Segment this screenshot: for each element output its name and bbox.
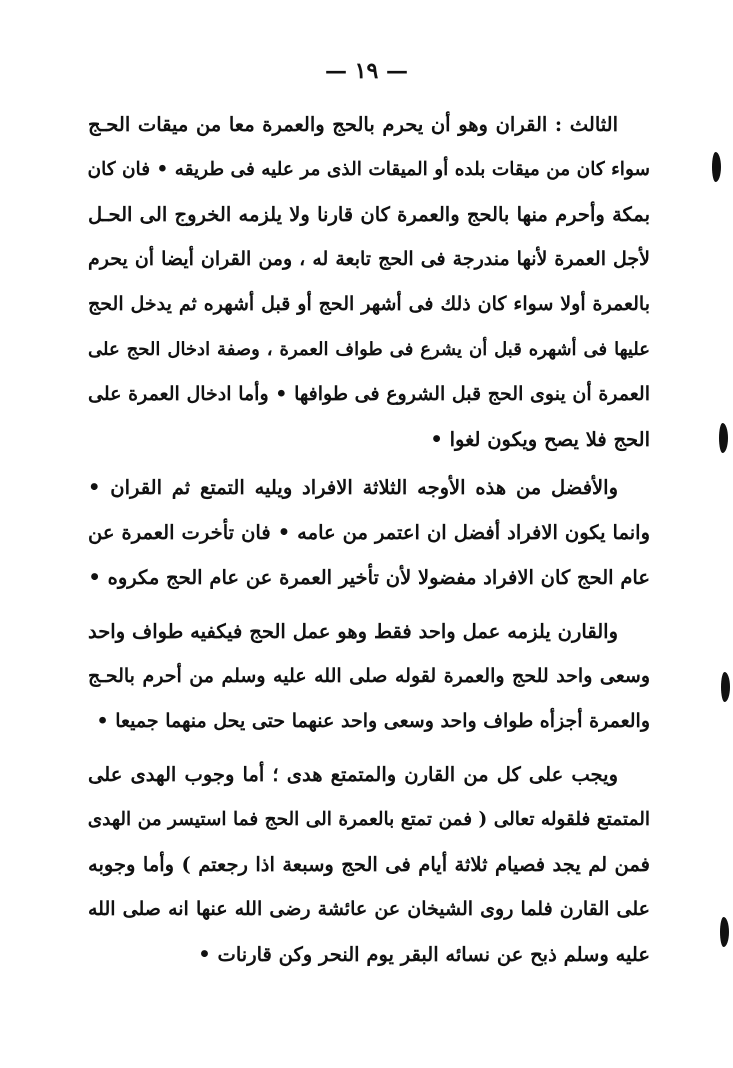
paragraph-qiran-definition (88, 102, 650, 462)
text-line: لأجل العمرة لأنها مندرجة فى الحج تابعة له ، ومن القران أيضا أن يحرم (88, 248, 650, 270)
text-line: المتمتع فلقوله تعالى ( فمن تمتع بالعمرة الى الحج فما استيسر من الهدى (88, 809, 650, 830)
text-line: ويجب على كل من القارن والمتمتع هدى ؛ أما وجوب الهدى على (88, 763, 618, 786)
text-line: بالعمرة أولا سواء كان ذلك فى أشهر الحج أو قبل أشهره ثم يدخل الحج (88, 293, 650, 315)
text-line: الحج فلا يصح ويكون لغوا • (430, 428, 650, 451)
binding-hole-mark (721, 672, 730, 702)
page-number: — ١٩ — (325, 58, 408, 84)
paragraph-preference-of-ifrad (88, 465, 650, 600)
text-line: سواء كان من ميقات بلده أو الميقات الذى مر عليه فى طريقه • فان كان (88, 159, 650, 180)
text-line: عليها فى أشهره قبل أن يشرع فى طواف العمرة ، وصفة ادخال الحج على (88, 339, 650, 360)
text-line: الثالث : القران وهو أن يحرم بالحج والعمرة معا من ميقات الحـج (88, 113, 618, 136)
paragraph-hady-obligation (88, 752, 650, 977)
text-line: بمكة وأحرم منها بالحج والعمرة كان قارنا ولا يلزمه الخروج الى الحـل (88, 203, 650, 226)
binding-hole-mark (719, 423, 728, 453)
text-line: على القارن فلما روى الشيخان عن عائشة رضى الله عنها انه صلى الله (88, 898, 650, 920)
binding-hole-mark (712, 152, 721, 182)
text-line: وانما يكون الافراد أفضل ان اعتمر من عامه • فان تأخرت العمرة عن (88, 521, 650, 544)
text-line: العمرة أن ينوى الحج قبل الشروع فى طوافها • وأما ادخال العمرة على (88, 383, 650, 405)
text-line: فمن لم يجد فصيام ثلاثة أيام فى الحج وسبعة اذا رجعتم ) وأما وجوبه (88, 853, 650, 876)
text-line: والقارن يلزمه عمل واحد فقط وهو عمل الحج فيكفيه طواف واحد (88, 620, 618, 643)
text-line: والعمرة أجزأه طواف واحد وسعى واحد عنهما حتى يحل منهما جميعا • (96, 710, 650, 732)
binding-hole-mark (720, 917, 729, 947)
text-line: عليه وسلم ذبح عن نسائه البقر يوم النحر وكن قارنات • (198, 943, 650, 966)
text-line: عام الحج كان الافراد مفضولا لأن تأخير العمرة عن عام الحج مكروه • (88, 566, 650, 589)
text-line: وسعى واحد للحج والعمرة لقوله صلى الله عليه وسلم من أحرم بالحـج (88, 665, 650, 687)
text-line: والأفضل من هذه الأوجه الثلاثة الافراد ويليه التمتع ثم القران • (88, 476, 618, 499)
paragraph-qarin-obligations (88, 609, 650, 744)
